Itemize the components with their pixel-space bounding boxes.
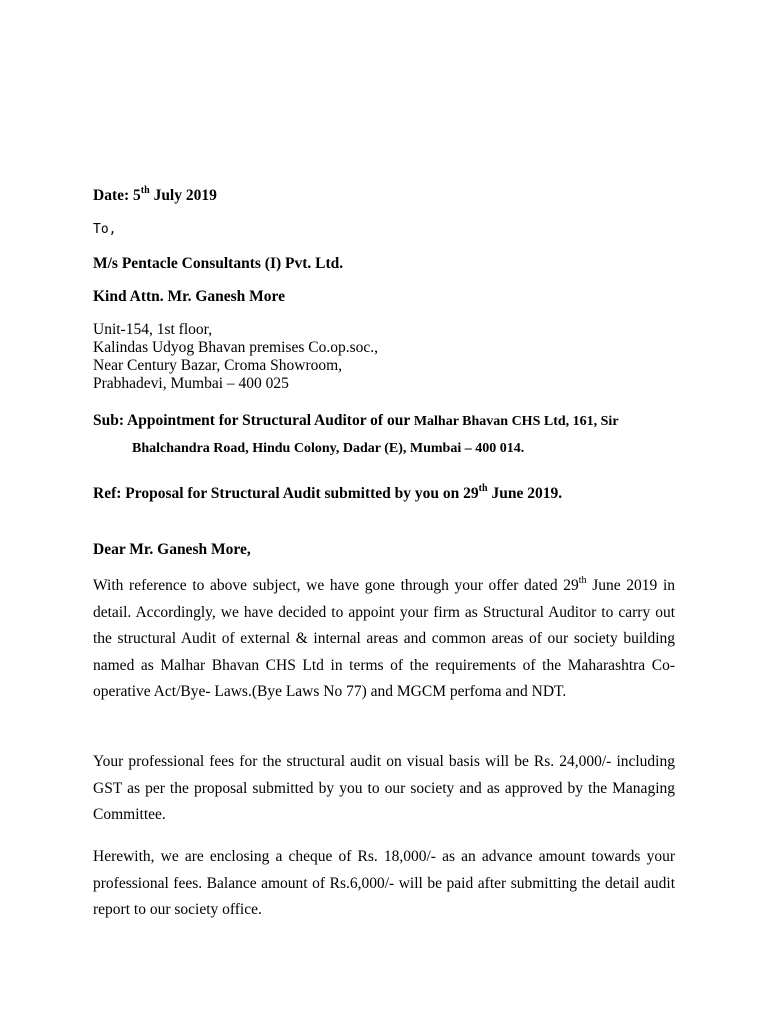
- to-label: To,: [93, 222, 117, 237]
- reference-prefix: Ref: Proposal for Structural Audit submitted by you on 29: [93, 485, 479, 502]
- body-paragraph-3: Herewith, we are enclosing a cheque of Rs. 18,000/- as an advance amount towards your professional fees. Balance amount of Rs.6,000/- will be paid after submitting the detail audit report to our society office.: [93, 848, 675, 918]
- address-line: Kalindas Udyog Bhavan premises Co.op.soc.,: [93, 339, 378, 356]
- subject-society: Malhar Bhavan CHS Ltd, 161, Sir: [413, 414, 619, 429]
- salutation: Dear Mr. Ganesh More,: [93, 541, 251, 558]
- para1-ordinal: th: [578, 574, 587, 586]
- address-line: Unit-154, 1st floor,: [93, 321, 213, 338]
- subject-line-2: Bhalchandra Road, Hindu Colony, Dadar (E), Mumbai – 400 014.: [132, 441, 525, 456]
- address-line: Near Century Bazar, Croma Showroom,: [93, 357, 343, 374]
- para1-prefix: With reference to above subject, we have gone through your offer dated 29: [93, 577, 579, 594]
- body-paragraph-2: Your professional fees for the structural audit on visual basis will be Rs. 24,000/- including GST as per the proposal submitted by you to our society and as approved by the Managing Committee.: [93, 753, 675, 823]
- reference-suffix: June 2019.: [487, 485, 563, 502]
- para1-suffix: June 2019 in detail. Accordingly, we have decided to appoint your firm as Structural Auditor to carry out the structural Audit of external & internal areas and common areas of our society building named as Malhar Bhavan CHS Ltd in terms of the requirements of the Maharashtra Co-operative Act/Bye- Laws.(Bye Laws No 77) and MGCM perfoma and NDT.: [93, 577, 676, 700]
- letter-date: [93, 184, 217, 205]
- address-line: Prabhadevi, Mumbai – 400 025: [93, 375, 289, 392]
- subject-label: Sub: Appointment for Structural Auditor of our: [93, 412, 414, 429]
- date-ordinal: th: [140, 184, 150, 196]
- body-paragraph-1: [93, 573, 675, 706]
- reference-line: [93, 482, 563, 503]
- date-suffix: July 2019: [149, 187, 217, 204]
- recipient-name: M/s Pentacle Consultants (I) Pvt. Ltd.: [93, 255, 344, 272]
- reference-ordinal: th: [478, 482, 488, 494]
- date-prefix: Date: 5: [93, 187, 141, 204]
- subject-line: [93, 412, 619, 431]
- attention-line: Kind Attn. Mr. Ganesh More: [93, 288, 286, 305]
